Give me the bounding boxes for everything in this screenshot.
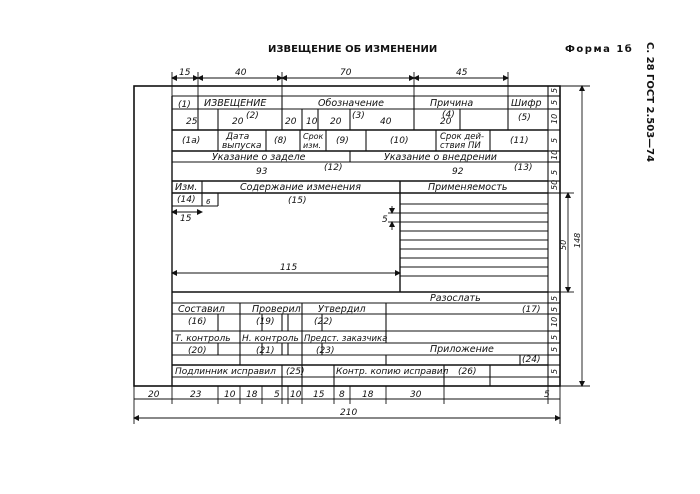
document-title: ИЗВЕЩЕНИЕ ОБ ИЗМЕНЕНИИ	[268, 44, 438, 55]
field-2: (2)	[246, 111, 259, 121]
rdim-10: 10	[550, 316, 559, 327]
dim-40: 40	[380, 117, 392, 127]
dim-bottom-20: 20	[148, 390, 160, 400]
field-25: (25)	[286, 367, 305, 377]
podlinnik-label: Подлинник исправил	[175, 367, 276, 377]
dim-bottom-10a: 10	[224, 390, 236, 400]
predst-zakazchika-label: Предст. заказчика	[304, 334, 388, 344]
field-1a: (1а)	[182, 136, 201, 146]
rdim-total-148: 148	[573, 232, 582, 248]
soderzhanie-label: Содержание изменения	[240, 182, 361, 193]
rdim-9: 5	[550, 306, 559, 312]
dim-25: 25	[186, 117, 198, 127]
dim-10: 10	[306, 117, 318, 127]
n-kontrol-label: Н. контроль	[242, 334, 299, 344]
dim-bottom-8: 8	[339, 390, 345, 400]
field-12: (12)	[324, 163, 343, 173]
dim-93: 93	[256, 167, 268, 177]
srok-deistviya-label-2: ствия ПИ	[440, 141, 481, 151]
field-10: (10)	[390, 136, 409, 146]
rdim-6: 5	[550, 169, 559, 175]
dim-total-210: 210	[340, 408, 358, 418]
dim-bottom-23: 23	[190, 390, 202, 400]
shifr-label: Шифр	[511, 98, 542, 109]
dim-bottom-10b: 10	[290, 390, 302, 400]
srok-deistviya-label-1: Срок дей-	[440, 132, 485, 142]
data-vypuska-label-2: выпуска	[222, 141, 262, 151]
izveshchenie-label: ИЗВЕЩЕНИЕ	[204, 98, 267, 109]
field-1: (1)	[178, 100, 191, 110]
proveril-label: Проверил	[252, 304, 301, 315]
dim-bottom-18a: 18	[246, 390, 258, 400]
utverdil-label: Утвердил	[318, 304, 366, 315]
vnedrenie-label: Указание о внедрении	[384, 152, 497, 163]
primenyaemost-label: Применяемость	[428, 182, 508, 193]
field-3: (3)	[352, 111, 365, 121]
dim-top-40: 40	[235, 68, 247, 78]
kontr-kopiya-label: Контр. копию исправил	[336, 367, 449, 377]
field-20: (20)	[188, 346, 207, 356]
dim-top-70: 70	[340, 68, 352, 78]
rdim-3: 10	[550, 113, 559, 124]
rdim-mid-50: 50	[559, 239, 568, 250]
dim-20c: 20	[330, 117, 342, 127]
field-17: (17)	[522, 305, 541, 315]
field-15: (15)	[288, 196, 307, 206]
field-4: (4)	[442, 110, 455, 120]
field-26: (26)	[458, 367, 477, 377]
side-label: С. 28 ГОСТ 2.503—74	[644, 42, 655, 163]
dim-20a: 20	[232, 117, 244, 127]
t-kontrol-label: Т. контроль	[175, 334, 231, 344]
field-5: (5)	[518, 113, 531, 123]
field-16: (16)	[188, 317, 207, 327]
dim-top-15: 15	[179, 68, 191, 78]
field-22: (22)	[314, 317, 333, 327]
dim-6: 6	[206, 198, 211, 206]
dim-bottom-15: 15	[313, 390, 325, 400]
rdim-8: 5	[550, 295, 559, 301]
dim-20b: 20	[285, 117, 297, 127]
rdim-1: 5	[550, 87, 559, 93]
rdim-4: 5	[550, 137, 559, 143]
field-13: (13)	[514, 163, 533, 173]
rdim-13: 5	[550, 368, 559, 374]
dim-bottom-5a: 5	[274, 390, 280, 400]
dim-92: 92	[452, 167, 464, 177]
dim-15: 15	[180, 214, 192, 224]
prilozhenie-label: Приложение	[430, 344, 494, 355]
oboznachenie-label: Обозначение	[318, 98, 384, 109]
field-23: (23)	[316, 346, 335, 356]
izm-label: Изм.	[175, 182, 198, 193]
rdim-7: 50	[550, 179, 559, 190]
field-8: (8)	[274, 136, 287, 146]
srok-izm-label-2: изм.	[303, 141, 322, 150]
srok-izm-label-1: Срок	[303, 132, 324, 141]
rdim-11: 5	[550, 334, 559, 340]
rasoslat-label: Разослать	[430, 293, 481, 304]
field-21: (21)	[256, 346, 275, 356]
field-19: (19)	[256, 317, 275, 327]
rdim-12: 5	[550, 346, 559, 352]
form-label: Форма 1б	[565, 44, 634, 55]
dim-bottom-5b: 5	[544, 390, 550, 400]
zadel-label: Указание о заделе	[212, 152, 306, 163]
dim-5: 5	[382, 215, 388, 225]
dim-bottom-18b: 18	[362, 390, 374, 400]
sostavil-label: Составил	[178, 304, 225, 315]
dim-20d: 20	[440, 117, 452, 127]
rdim-2: 5	[550, 99, 559, 105]
field-11: (11)	[510, 136, 529, 146]
field-14: (14)	[177, 195, 196, 205]
field-24: (24)	[522, 355, 541, 365]
data-vypuska-label-1: Дата	[226, 132, 250, 142]
dim-bottom-30: 30	[410, 390, 422, 400]
prichina-label: Причина	[430, 98, 474, 109]
dim-top-45: 45	[456, 68, 468, 78]
rdim-5: 10	[550, 149, 559, 160]
dim-115: 115	[280, 263, 298, 273]
field-9: (9)	[336, 136, 349, 146]
